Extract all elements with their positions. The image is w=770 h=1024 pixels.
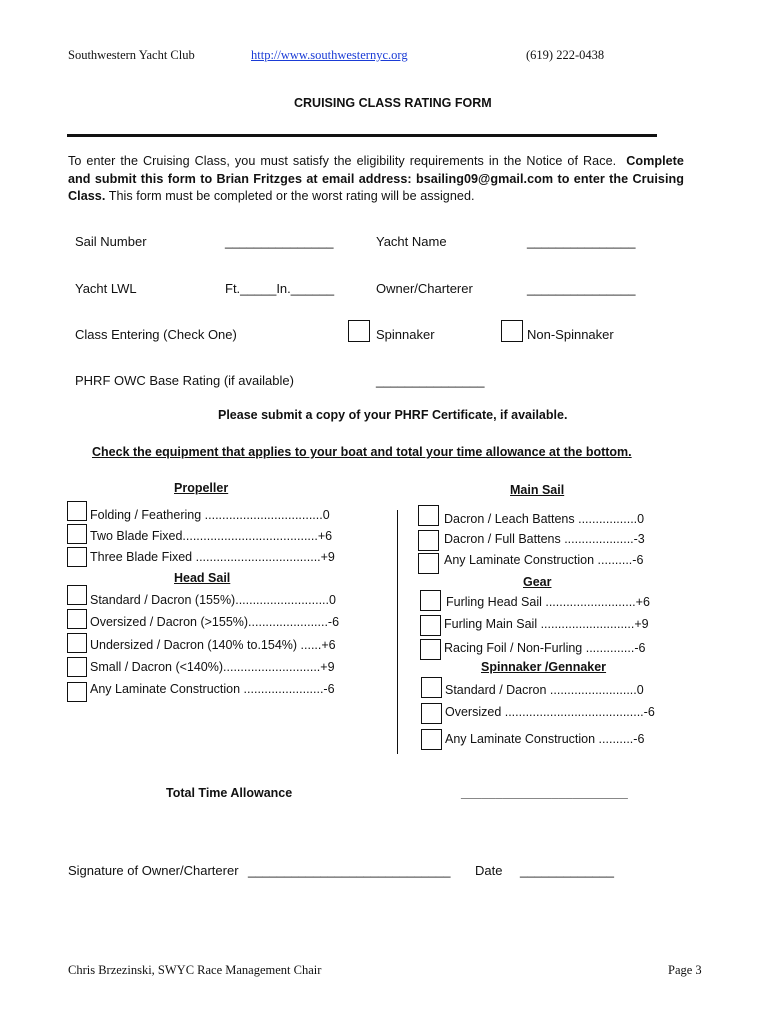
total-allowance-label: Total Time Allowance xyxy=(166,786,293,800)
spinnaker-checkbox[interactable] xyxy=(348,320,370,342)
gear-furling-head-label: Furling Head Sail ..........................+6 xyxy=(446,595,650,609)
spinnaker-laminate-label: Any Laminate Construction ..........-6 xyxy=(445,732,645,746)
head-sail-heading: Head Sail xyxy=(174,571,231,585)
yacht-name-field[interactable]: _______________ xyxy=(527,234,636,249)
propeller-three-blade-checkbox[interactable] xyxy=(67,547,87,567)
submit-note: Please submit a copy of your PHRF Certificate, if available. xyxy=(218,408,568,422)
propeller-two-blade-label: Two Blade Fixed.......................................+6 xyxy=(90,529,333,543)
head-sail-oversized-label: Oversized / Dacron (>155%).......................-6 xyxy=(90,615,340,629)
spinnaker-oversized-checkbox[interactable] xyxy=(421,703,442,724)
check-note: Check the equipment that applies to your boat and total your time allowance at the bottom. xyxy=(92,445,632,459)
intro-text-1: To enter the Cruising Class, you must satisfy the eligibility requirements in the Notice of Race. xyxy=(68,154,617,168)
head-sail-oversized-checkbox[interactable] xyxy=(67,609,87,629)
date-label: Date xyxy=(475,863,503,878)
column-divider xyxy=(397,510,398,754)
phrf-label: PHRF OWC Base Rating (if available) xyxy=(75,373,294,388)
gear-furling-main-checkbox[interactable] xyxy=(420,615,441,636)
main-sail-full-checkbox[interactable] xyxy=(418,530,439,551)
gear-heading: Gear xyxy=(523,575,552,589)
spinnaker-standard-label: Standard / Dacron .........................0 xyxy=(445,683,644,697)
main-sail-laminate-label: Any Laminate Construction ..........-6 xyxy=(444,553,644,567)
main-sail-leach-checkbox[interactable] xyxy=(418,505,439,526)
club-phone: (619) 222-0438 xyxy=(526,48,605,62)
spinnaker-oversized-label: Oversized ........................................-6 xyxy=(445,705,655,719)
gear-racing-foil-label: Racing Foil / Non-Furling ..............-6 xyxy=(444,641,646,655)
propeller-folding-checkbox[interactable] xyxy=(67,501,87,521)
head-sail-laminate-checkbox[interactable] xyxy=(67,682,87,702)
class-entering-label: Class Entering (Check One) xyxy=(75,327,237,342)
yacht-lwl-field[interactable]: Ft._____In.______ xyxy=(225,281,335,296)
total-allowance-field[interactable]: ________________________ xyxy=(461,786,628,800)
spinnaker-standard-checkbox[interactable] xyxy=(421,677,442,698)
spinnaker-option-label: Spinnaker xyxy=(376,327,435,342)
club-url-link[interactable]: http://www.southwesternyc.org xyxy=(251,48,408,62)
owner-field[interactable]: _______________ xyxy=(527,281,636,296)
signature-field[interactable]: ____________________________ xyxy=(248,863,451,878)
head-sail-undersized-label: Undersized / Dacron (140% to.154%) ......+6 xyxy=(90,638,336,652)
propeller-three-blade-label: Three Blade Fixed ....................................+9 xyxy=(90,550,335,564)
yacht-lwl-label: Yacht LWL xyxy=(75,281,137,296)
head-sail-standard-label: Standard / Dacron (155%)...........................0 xyxy=(90,593,336,607)
intro-paragraph xyxy=(68,153,684,206)
intro-text-2: This form must be completed or the worst rating will be assigned. xyxy=(108,189,475,204)
phrf-field[interactable]: _______________ xyxy=(376,373,485,388)
form-title: CRUISING CLASS RATING FORM xyxy=(294,96,492,110)
propeller-folding-label: Folding / Feathering ..................................0 xyxy=(90,508,330,522)
title-rule xyxy=(67,134,657,137)
head-sail-undersized-checkbox[interactable] xyxy=(67,633,87,653)
propeller-two-blade-checkbox[interactable] xyxy=(67,524,87,544)
gear-furling-main-label: Furling Main Sail ...........................+9 xyxy=(444,617,649,631)
yacht-name-label: Yacht Name xyxy=(376,234,447,249)
page-number: Page 3 xyxy=(668,963,702,977)
head-sail-standard-checkbox[interactable] xyxy=(67,585,87,605)
non-spinnaker-option-label: Non-Spinnaker xyxy=(527,327,614,342)
propeller-heading: Propeller xyxy=(174,481,229,495)
main-sail-full-label: Dacron / Full Battens ....................-3 xyxy=(444,532,645,546)
gear-racing-foil-checkbox[interactable] xyxy=(420,639,441,660)
sail-number-label: Sail Number xyxy=(75,234,147,249)
non-spinnaker-checkbox[interactable] xyxy=(501,320,523,342)
main-sail-laminate-checkbox[interactable] xyxy=(418,553,439,574)
spinnaker-heading: Spinnaker /Gennaker xyxy=(481,660,607,674)
main-sail-leach-label: Dacron / Leach Battens .................0 xyxy=(444,512,645,526)
date-field[interactable]: _____________ xyxy=(520,863,614,878)
main-sail-heading: Main Sail xyxy=(510,483,565,497)
head-sail-laminate-label: Any Laminate Construction .......................-6 xyxy=(90,682,335,696)
sail-number-field[interactable]: _______________ xyxy=(225,234,334,249)
owner-label: Owner/Charterer xyxy=(376,281,473,296)
signature-label: Signature of Owner/Charterer xyxy=(68,863,239,878)
intro-bold-instructions: Complete and submit this form to Brian Fritzges at email address: bsailing09@gmail.com to enter the Cruising Class. xyxy=(68,154,684,204)
head-sail-small-checkbox[interactable] xyxy=(67,657,87,677)
spinnaker-laminate-checkbox[interactable] xyxy=(421,729,442,750)
head-sail-small-label: Small / Dacron (<140%)............................+9 xyxy=(90,660,335,674)
footer-author: Chris Brzezinski, SWYC Race Management Chair xyxy=(68,963,322,977)
club-name: Southwestern Yacht Club xyxy=(68,48,195,62)
gear-furling-head-checkbox[interactable] xyxy=(420,590,441,611)
